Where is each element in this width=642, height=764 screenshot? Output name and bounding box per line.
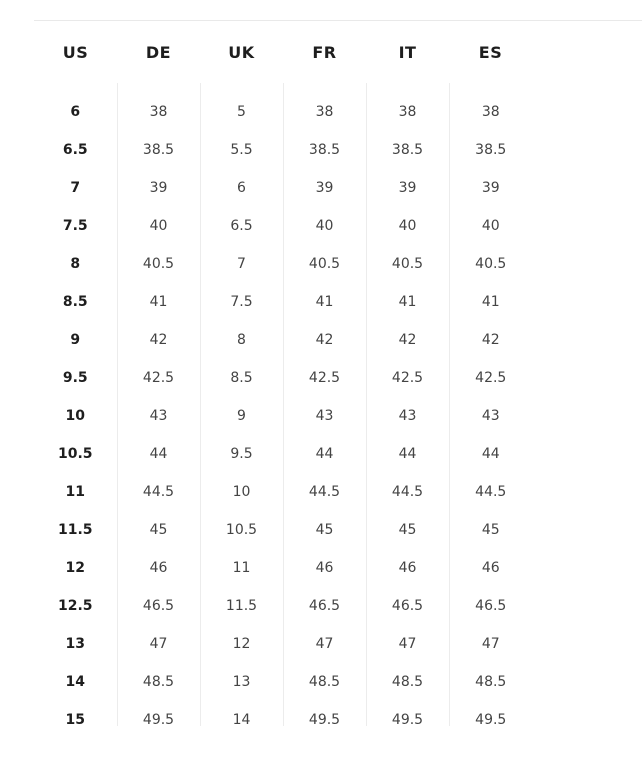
cell-uk: 10 bbox=[200, 473, 283, 511]
header-row bbox=[34, 21, 532, 83]
cell-it: 47 bbox=[366, 625, 449, 663]
cell-fr: 46.5 bbox=[283, 587, 366, 625]
cell-uk: 9 bbox=[200, 397, 283, 435]
cell-uk: 14 bbox=[200, 701, 283, 726]
header-es: ES bbox=[478, 42, 503, 62]
cell-us: 15 bbox=[65, 712, 85, 726]
cell-uk: 7 bbox=[200, 245, 283, 283]
cell-it: 40 bbox=[366, 207, 449, 245]
header-it: IT bbox=[398, 42, 417, 62]
cell-es: 43 bbox=[449, 397, 532, 435]
cell-us: 6 bbox=[70, 104, 81, 120]
cell-de: 40 bbox=[117, 207, 200, 245]
cell-es: 48.5 bbox=[449, 663, 532, 701]
cell-fr: 43 bbox=[283, 397, 366, 435]
cell-fr: 39 bbox=[283, 169, 366, 207]
cell-us: 9 bbox=[70, 332, 81, 348]
table-row bbox=[34, 701, 532, 726]
cell-es: 40.5 bbox=[449, 245, 532, 283]
cell-de: 38 bbox=[117, 93, 200, 131]
cell-es: 38 bbox=[449, 93, 532, 131]
cell-us: 10 bbox=[65, 408, 85, 424]
cell-de: 48.5 bbox=[117, 663, 200, 701]
cell-es: 46.5 bbox=[449, 587, 532, 625]
cell-de: 47 bbox=[117, 625, 200, 663]
cell-es: 38.5 bbox=[449, 131, 532, 169]
header-us: US bbox=[62, 42, 89, 62]
cell-us: 8.5 bbox=[62, 294, 88, 310]
cell-us: 13 bbox=[65, 636, 85, 652]
cell-it: 42.5 bbox=[366, 359, 449, 397]
cell-it: 40.5 bbox=[366, 245, 449, 283]
table-row bbox=[34, 93, 532, 131]
spacer-cell bbox=[283, 83, 366, 93]
cell-uk: 7.5 bbox=[200, 283, 283, 321]
table-row bbox=[34, 473, 532, 511]
cell-it: 48.5 bbox=[366, 663, 449, 701]
table-header bbox=[34, 21, 532, 83]
cell-us: 6.5 bbox=[62, 142, 88, 158]
cell-fr: 45 bbox=[283, 511, 366, 549]
cell-de: 44.5 bbox=[117, 473, 200, 511]
cell-fr: 48.5 bbox=[283, 663, 366, 701]
cell-uk: 8.5 bbox=[200, 359, 283, 397]
cell-de: 43 bbox=[117, 397, 200, 435]
cell-de: 46 bbox=[117, 549, 200, 587]
table-row bbox=[34, 207, 532, 245]
cell-uk: 11.5 bbox=[200, 587, 283, 625]
header-de: DE bbox=[145, 42, 172, 62]
cell-uk: 5.5 bbox=[200, 131, 283, 169]
cell-es: 39 bbox=[449, 169, 532, 207]
cell-uk: 13 bbox=[200, 663, 283, 701]
cell-it: 44.5 bbox=[366, 473, 449, 511]
cell-it: 38.5 bbox=[366, 131, 449, 169]
cell-de: 45 bbox=[117, 511, 200, 549]
cell-fr: 42.5 bbox=[283, 359, 366, 397]
spacer-cell bbox=[366, 83, 449, 93]
cell-es: 42 bbox=[449, 321, 532, 359]
cell-de: 41 bbox=[117, 283, 200, 321]
header-spacer-row bbox=[34, 83, 532, 93]
cell-it: 44 bbox=[366, 435, 449, 473]
cell-es: 46 bbox=[449, 549, 532, 587]
cell-us: 7.5 bbox=[62, 218, 88, 234]
cell-es: 44.5 bbox=[449, 473, 532, 511]
cell-de: 39 bbox=[117, 169, 200, 207]
cell-fr: 41 bbox=[283, 283, 366, 321]
table-row bbox=[34, 587, 532, 625]
table-row bbox=[34, 663, 532, 701]
table-row bbox=[34, 435, 532, 473]
cell-uk: 11 bbox=[200, 549, 283, 587]
cell-uk: 6 bbox=[200, 169, 283, 207]
cell-fr: 38 bbox=[283, 93, 366, 131]
table-row bbox=[34, 131, 532, 169]
cell-uk: 12 bbox=[200, 625, 283, 663]
cell-es: 40 bbox=[449, 207, 532, 245]
header-fr: FR bbox=[312, 42, 337, 62]
cell-es: 47 bbox=[449, 625, 532, 663]
table-row bbox=[34, 625, 532, 663]
cell-es: 44 bbox=[449, 435, 532, 473]
cell-de: 38.5 bbox=[117, 131, 200, 169]
cell-es: 41 bbox=[449, 283, 532, 321]
size-chart-viewport[interactable] bbox=[34, 21, 642, 726]
cell-fr: 44 bbox=[283, 435, 366, 473]
cell-us: 10.5 bbox=[57, 446, 93, 462]
cell-es: 42.5 bbox=[449, 359, 532, 397]
table-row bbox=[34, 359, 532, 397]
cell-us: 11 bbox=[65, 484, 85, 500]
cell-fr: 47 bbox=[283, 625, 366, 663]
cell-fr: 40.5 bbox=[283, 245, 366, 283]
table-row bbox=[34, 397, 532, 435]
table-row bbox=[34, 283, 532, 321]
cell-fr: 42 bbox=[283, 321, 366, 359]
cell-es: 49.5 bbox=[449, 701, 532, 726]
table-row bbox=[34, 169, 532, 207]
cell-it: 49.5 bbox=[366, 701, 449, 726]
spacer-cell bbox=[34, 83, 117, 93]
cell-us: 14 bbox=[65, 674, 85, 690]
cell-fr: 49.5 bbox=[283, 701, 366, 726]
cell-us: 7 bbox=[70, 180, 81, 196]
cell-fr: 40 bbox=[283, 207, 366, 245]
table-row bbox=[34, 245, 532, 283]
cell-de: 42.5 bbox=[117, 359, 200, 397]
cell-us: 9.5 bbox=[62, 370, 88, 386]
cell-us: 11.5 bbox=[57, 522, 93, 538]
cell-de: 42 bbox=[117, 321, 200, 359]
cell-us: 12.5 bbox=[57, 598, 93, 614]
cell-de: 40.5 bbox=[117, 245, 200, 283]
cell-de: 46.5 bbox=[117, 587, 200, 625]
cell-it: 41 bbox=[366, 283, 449, 321]
table-body bbox=[34, 83, 532, 726]
cell-de: 49.5 bbox=[117, 701, 200, 726]
table-row bbox=[34, 321, 532, 359]
table-row bbox=[34, 511, 532, 549]
cell-fr: 46 bbox=[283, 549, 366, 587]
cell-de: 44 bbox=[117, 435, 200, 473]
cell-uk: 9.5 bbox=[200, 435, 283, 473]
size-conversion-table bbox=[34, 21, 532, 726]
cell-it: 38 bbox=[366, 93, 449, 131]
cell-it: 45 bbox=[366, 511, 449, 549]
cell-uk: 8 bbox=[200, 321, 283, 359]
spacer-cell bbox=[200, 83, 283, 93]
header-uk: UK bbox=[228, 42, 255, 62]
cell-us: 8 bbox=[70, 256, 81, 272]
cell-fr: 44.5 bbox=[283, 473, 366, 511]
cell-it: 42 bbox=[366, 321, 449, 359]
spacer-cell bbox=[449, 83, 532, 93]
cell-it: 46 bbox=[366, 549, 449, 587]
cell-us: 12 bbox=[65, 560, 85, 576]
cell-it: 43 bbox=[366, 397, 449, 435]
cell-it: 46.5 bbox=[366, 587, 449, 625]
cell-fr: 38.5 bbox=[283, 131, 366, 169]
cell-uk: 6.5 bbox=[200, 207, 283, 245]
cell-uk: 10.5 bbox=[200, 511, 283, 549]
cell-it: 39 bbox=[366, 169, 449, 207]
cell-es: 45 bbox=[449, 511, 532, 549]
cell-uk: 5 bbox=[200, 93, 283, 131]
table-row bbox=[34, 549, 532, 587]
spacer-cell bbox=[117, 83, 200, 93]
